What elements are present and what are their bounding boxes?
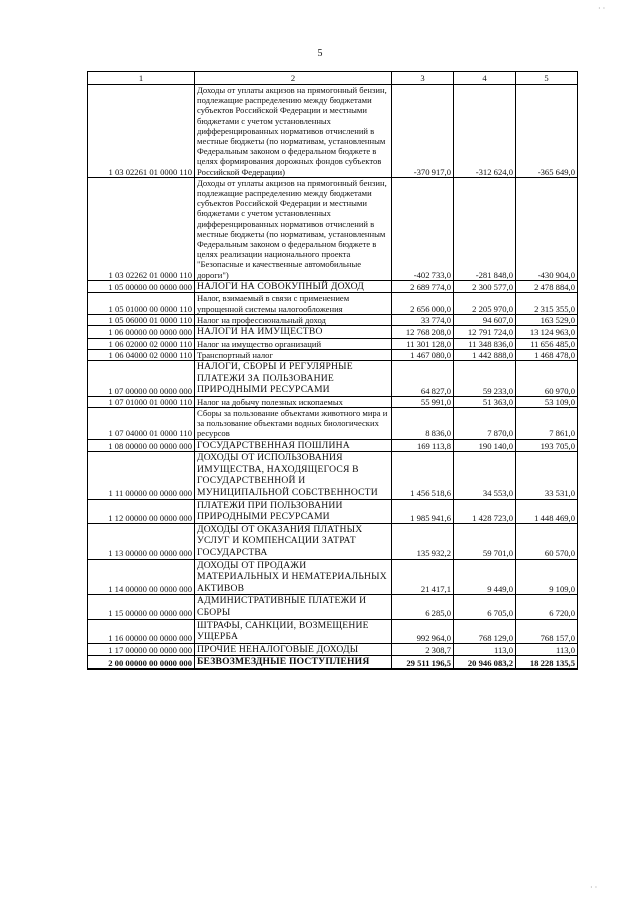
revenue-name-cell: НАЛОГИ НА СОВОКУПНЫЙ ДОХОД <box>195 280 392 293</box>
table-row <box>88 361 578 397</box>
budget-code-cell: 1 07 04000 01 0000 110 <box>88 408 195 440</box>
value-3-cell: -430 904,0 <box>516 177 578 280</box>
table-row <box>88 656 578 669</box>
table-row <box>88 523 578 559</box>
revenue-name-cell: Транспортный налог <box>195 349 392 360</box>
value-2-cell: 2 205 970,0 <box>454 293 516 314</box>
budget-code-cell: 1 07 01000 01 0000 110 <box>88 396 195 407</box>
revenue-name-cell: ДОХОДЫ ОТ ОКАЗАНИЯ ПЛАТНЫХ УСЛУГ И КОМПЕНСАЦИИ ЗАТРАТ ГОСУДАРСТВА <box>195 523 392 559</box>
budget-code-cell: 1 05 00000 00 0000 000 <box>88 280 195 293</box>
budget-code-cell: 1 13 00000 00 0000 000 <box>88 523 195 559</box>
value-1-cell: 1 985 941,6 <box>392 499 454 523</box>
value-1-cell: 6 285,0 <box>392 595 454 619</box>
value-2-cell: 20 946 083,2 <box>454 656 516 669</box>
value-2-cell: 11 348 836,0 <box>454 338 516 349</box>
value-3-cell: 163 529,0 <box>516 314 578 325</box>
column-header-name: 2 <box>195 72 392 85</box>
budget-code-cell: 1 06 04000 02 0000 110 <box>88 349 195 360</box>
value-3-cell: 60 970,0 <box>516 361 578 397</box>
revenue-name-cell: НАЛОГИ НА ИМУЩЕСТВО <box>195 326 392 339</box>
value-3-cell: 53 109,0 <box>516 396 578 407</box>
value-2-cell: -312 624,0 <box>454 85 516 178</box>
value-2-cell: 190 140,0 <box>454 439 516 452</box>
table-body <box>88 85 578 669</box>
budget-code-cell: 1 06 00000 00 0000 000 <box>88 326 195 339</box>
revenue-name-cell: ШТРАФЫ, САНКЦИИ, ВОЗМЕЩЕНИЕ УЩЕРБА <box>195 619 392 643</box>
value-2-cell: 113,0 <box>454 643 516 656</box>
value-1-cell: 169 113,8 <box>392 439 454 452</box>
table-row <box>88 408 578 440</box>
table-row <box>88 177 578 280</box>
value-3-cell: 1 468 478,0 <box>516 349 578 360</box>
value-3-cell: 6 720,0 <box>516 595 578 619</box>
budget-code-cell: 1 06 02000 02 0000 110 <box>88 338 195 349</box>
value-1-cell: 55 991,0 <box>392 396 454 407</box>
page-number: 5 <box>317 48 323 59</box>
value-3-cell: 11 656 485,0 <box>516 338 578 349</box>
revenue-name-cell: Доходы от уплаты акцизов на прямогонный бензин, подлежащие распределению между бюджетами субъектов Российской Федерации и местными бюджетами с учетом установленных дифференцированных нормативов отчислений в местные бюджеты (по нормативам, установленным Федеральным законом о федеральном бюджете в целях реализации национального проекта "Безопасные и качественные автомобильные дороги") <box>195 177 392 280</box>
value-1-cell: 21 417,1 <box>392 559 454 595</box>
value-3-cell: 2 478 884,0 <box>516 280 578 293</box>
value-3-cell: 18 228 135,5 <box>516 656 578 669</box>
value-2-cell: 9 449,0 <box>454 559 516 595</box>
value-1-cell: 29 511 196,5 <box>392 656 454 669</box>
value-1-cell: 2 689 774,0 <box>392 280 454 293</box>
value-2-cell: 34 553,0 <box>454 452 516 499</box>
budget-code-cell: 1 05 01000 00 0000 110 <box>88 293 195 314</box>
value-2-cell: 59 701,0 <box>454 523 516 559</box>
value-3-cell: 7 861,0 <box>516 408 578 440</box>
value-1-cell: 11 301 128,0 <box>392 338 454 349</box>
value-2-cell: -281 848,0 <box>454 177 516 280</box>
value-3-cell: 33 531,0 <box>516 452 578 499</box>
table-row <box>88 559 578 595</box>
value-3-cell: 113,0 <box>516 643 578 656</box>
table-row <box>88 326 578 339</box>
value-2-cell: 768 129,0 <box>454 619 516 643</box>
revenue-name-cell: Налог на добычу полезных ископаемых <box>195 396 392 407</box>
budget-code-cell: 1 08 00000 00 0000 000 <box>88 439 195 452</box>
column-header-value-1: 3 <box>392 72 454 85</box>
value-1-cell: 8 836,0 <box>392 408 454 440</box>
table-row <box>88 643 578 656</box>
scan-mark: · · <box>590 883 598 892</box>
table-row <box>88 595 578 619</box>
value-1-cell: 33 774,0 <box>392 314 454 325</box>
column-header-value-3: 5 <box>516 72 578 85</box>
value-2-cell: 1 428 723,0 <box>454 499 516 523</box>
budget-code-cell: 1 05 06000 01 0000 110 <box>88 314 195 325</box>
table-row <box>88 619 578 643</box>
table-row <box>88 338 578 349</box>
revenue-name-cell: ПЛАТЕЖИ ПРИ ПОЛЬЗОВАНИИ ПРИРОДНЫМИ РЕСУРСАМИ <box>195 499 392 523</box>
value-1-cell: 992 964,0 <box>392 619 454 643</box>
value-2-cell: 59 233,0 <box>454 361 516 397</box>
value-2-cell: 94 607,0 <box>454 314 516 325</box>
budget-code-cell: 1 16 00000 00 0000 000 <box>88 619 195 643</box>
column-header-value-2: 4 <box>454 72 516 85</box>
budget-code-cell: 1 03 02262 01 0000 110 <box>88 177 195 280</box>
value-2-cell: 1 442 888,0 <box>454 349 516 360</box>
revenue-name-cell: АДМИНИСТРАТИВНЫЕ ПЛАТЕЖИ И СБОРЫ <box>195 595 392 619</box>
value-1-cell: 12 768 208,0 <box>392 326 454 339</box>
revenue-name-cell: ГОСУДАРСТВЕННАЯ ПОШЛИНА <box>195 439 392 452</box>
scan-mark: · · <box>598 4 606 13</box>
value-2-cell: 7 870,0 <box>454 408 516 440</box>
value-2-cell: 12 791 724,0 <box>454 326 516 339</box>
value-1-cell: 135 932,2 <box>392 523 454 559</box>
revenue-name-cell: НАЛОГИ, СБОРЫ И РЕГУЛЯРНЫЕ ПЛАТЕЖИ ЗА ПОЛЬЗОВАНИЕ ПРИРОДНЫМИ РЕСУРСАМИ <box>195 361 392 397</box>
value-2-cell: 2 300 577,0 <box>454 280 516 293</box>
table-row <box>88 452 578 499</box>
revenue-name-cell: ПРОЧИЕ НЕНАЛОГОВЫЕ ДОХОДЫ <box>195 643 392 656</box>
value-3-cell: -365 649,0 <box>516 85 578 178</box>
value-3-cell: 2 315 355,0 <box>516 293 578 314</box>
value-2-cell: 51 363,0 <box>454 396 516 407</box>
budget-code-cell: 1 15 00000 00 0000 000 <box>88 595 195 619</box>
value-2-cell: 6 705,0 <box>454 595 516 619</box>
table-row <box>88 293 578 314</box>
value-1-cell: 1 456 518,6 <box>392 452 454 499</box>
value-1-cell: -402 733,0 <box>392 177 454 280</box>
table-row <box>88 396 578 407</box>
revenue-name-cell: ДОХОДЫ ОТ ПРОДАЖИ МАТЕРИАЛЬНЫХ И НЕМАТЕРИАЛЬНЫХ АКТИВОВ <box>195 559 392 595</box>
budget-code-cell: 1 03 02261 01 0000 110 <box>88 85 195 178</box>
value-3-cell: 13 124 963,0 <box>516 326 578 339</box>
budget-code-cell: 2 00 00000 00 0000 000 <box>88 656 195 669</box>
revenue-name-cell: Налог на профессиональный доход <box>195 314 392 325</box>
revenue-name-cell: Налог на имущество организаций <box>195 338 392 349</box>
table-row <box>88 499 578 523</box>
value-1-cell: 64 827,0 <box>392 361 454 397</box>
budget-code-cell: 1 17 00000 00 0000 000 <box>88 643 195 656</box>
value-1-cell: 1 467 080,0 <box>392 349 454 360</box>
column-header-code: 1 <box>88 72 195 85</box>
budget-code-cell: 1 11 00000 00 0000 000 <box>88 452 195 499</box>
budget-code-cell: 1 07 00000 00 0000 000 <box>88 361 195 397</box>
table-row <box>88 280 578 293</box>
value-3-cell: 193 705,0 <box>516 439 578 452</box>
revenue-name-cell: БЕЗВОЗМЕЗДНЫЕ ПОСТУПЛЕНИЯ <box>195 656 392 669</box>
header-row <box>88 72 578 85</box>
revenue-name-cell: Доходы от уплаты акцизов на прямогонный бензин, подлежащие распределению между бюджетами субъектов Российской Федерации и местными бюджетами с учетом установленных дифференцированных нормативов отчислений в местные бюджеты (по нормативам, установленным Федеральным законом о федеральном бюджете в целях формирования дорожных фондов субъектов Российской Федерации) <box>195 85 392 178</box>
revenue-name-cell: Сборы за пользование объектами животного мира и за пользование объектами водных биологических ресурсов <box>195 408 392 440</box>
revenue-name-cell: Налог, взимаемый в связи с применением упрощенной системы налогообложения <box>195 293 392 314</box>
budget-code-cell: 1 14 00000 00 0000 000 <box>88 559 195 595</box>
budget-code-cell: 1 12 00000 00 0000 000 <box>88 499 195 523</box>
value-3-cell: 9 109,0 <box>516 559 578 595</box>
table-row <box>88 85 578 178</box>
value-1-cell: 2 656 000,0 <box>392 293 454 314</box>
table-row <box>88 439 578 452</box>
value-1-cell: 2 308,7 <box>392 643 454 656</box>
value-3-cell: 60 570,0 <box>516 523 578 559</box>
budget-revenue-table <box>87 71 578 670</box>
value-3-cell: 1 448 469,0 <box>516 499 578 523</box>
table-row <box>88 349 578 360</box>
value-1-cell: -370 917,0 <box>392 85 454 178</box>
table-row <box>88 314 578 325</box>
revenue-name-cell: ДОХОДЫ ОТ ИСПОЛЬЗОВАНИЯ ИМУЩЕСТВА, НАХОДЯЩЕГОСЯ В ГОСУДАРСТВЕННОЙ И МУНИЦИПАЛЬНОЙ СОБСТВЕННОСТИ <box>195 452 392 499</box>
value-3-cell: 768 157,0 <box>516 619 578 643</box>
